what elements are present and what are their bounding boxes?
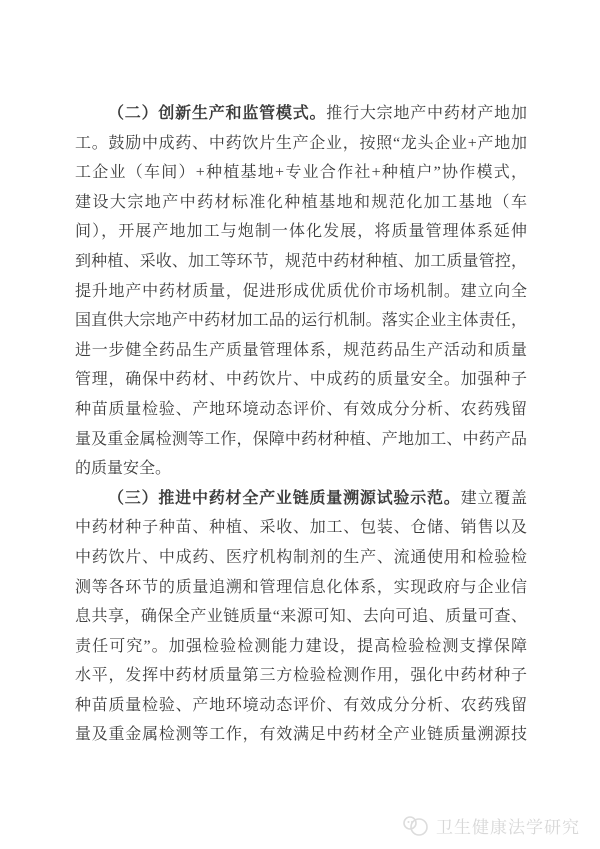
- text-line: 责任可究”。加强检验检测能力建设，提高检验检测支撑保障: [75, 637, 527, 655]
- watermark-label: 卫生健康法学研究: [436, 817, 580, 837]
- text-line: 建设大宗地产中药材标准化种植基地和规范化加工基地（车: [75, 193, 527, 211]
- text-line: 间），开展产地加工与炮制一体化发展，将质量管理体系延伸: [75, 223, 527, 241]
- text-line: 量及重金属检测等工作，有效满足中药材全产业链质量溯源技: [75, 726, 527, 744]
- text-line: 息共享，确保全产业链质量“来源可知、去向可追、质量可查、: [75, 608, 527, 626]
- text-line: 种苗质量检验、产地环境动态评价、有效成分分析、农药残留: [75, 696, 527, 714]
- text-line: 量及重金属检测等工作，保障中药材种植、产地加工、中药产品: [75, 430, 527, 448]
- text-line: 工企业（车间）+种植基地+专业合作社+种植户”协作模式，: [75, 164, 527, 182]
- section-heading: （二）创新生产和监管模式。: [108, 105, 327, 122]
- text-line: 种苗质量检验、产地环境动态评价、有效成分分析、农药残留: [75, 400, 527, 418]
- watermark: [402, 812, 580, 838]
- text-line: 中药饮片、中成药、医疗机构制剂的生产、流通使用和检验检: [75, 548, 527, 566]
- document-body: [75, 99, 527, 750]
- text-line: 管理，确保中药材、中药饮片、中成药的质量安全。加强种子: [75, 371, 527, 389]
- text-line: （三）推进中药材全产业链质量溯源试验示范。建立覆盖: [108, 489, 527, 507]
- watermark-logo-icon: [402, 814, 430, 836]
- text-line: 中药材种子种苗、种植、采收、加工、包装、仓储、销售以及: [75, 519, 527, 537]
- text-line: 的质量安全。: [75, 460, 172, 478]
- text-line: 测等各环节的质量追溯和管理信息化体系，实现政府与企业信: [75, 578, 527, 596]
- section-heading: （三）推进中药材全产业链质量溯源试验示范。: [108, 489, 461, 507]
- text-line: 到种植、采收、加工等环节，规范中药材种植、加工质量管控，: [75, 252, 527, 270]
- text-line: （二）创新生产和监管模式。推行大宗地产中药材产地加: [108, 105, 527, 122]
- text-line: 进一步健全药品生产质量管理体系，规范药品生产活动和质量: [75, 341, 527, 359]
- text-line: 提升地产中药材质量，促进形成优质优价市场机制。建立向全: [75, 282, 527, 300]
- text-line: 国直供大宗地产中药材加工品的运行机制。落实企业主体责任，: [75, 312, 527, 330]
- text-line: 工。鼓励中成药、中药饮片生产企业，按照“龙头企业+产地加: [75, 134, 527, 152]
- text-line: 水平，发挥中药材质量第三方检验检测作用，强化中药材种子: [75, 667, 527, 685]
